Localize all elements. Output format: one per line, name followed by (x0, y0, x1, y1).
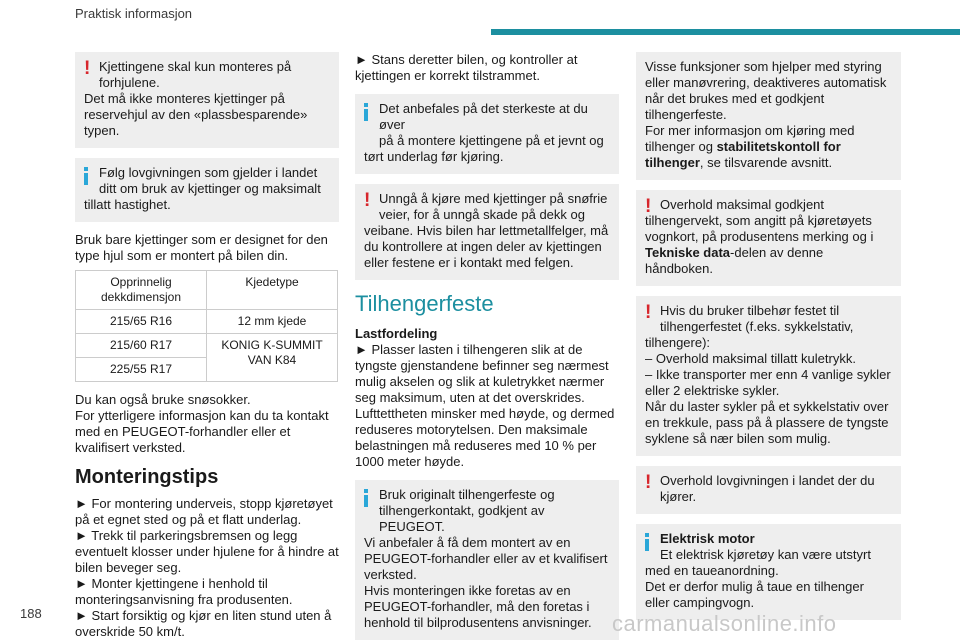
box-text: forhjulene. (99, 75, 160, 90)
box-text: Unngå å kjøre med kjettinger på snøfrie (379, 191, 608, 206)
box-text: Bruk originalt tilhengerfeste og (379, 487, 555, 502)
chain-table (75, 270, 338, 382)
table-row (76, 334, 338, 358)
box-text: vognkort, på produsentens merking og i Tekniske data-delen av denne håndboken. (645, 229, 874, 276)
box-text: tilhengervekt, som angitt på kjøretøyets (645, 213, 872, 228)
box-text: Det må ikke monteres kjettinger på reservehjul av den «plassbesparende» typen. (84, 91, 308, 138)
warning-exclamation-icon: ! (84, 58, 91, 79)
warning-box (636, 296, 901, 456)
box-text: – Ikke transporter mer enn 4 vanlige sykler eller 2 elektriske sykler. (645, 367, 891, 398)
info-i-icon (84, 167, 88, 185)
table-cell: KONIG K-SUMMIT VAN K84 (207, 334, 338, 382)
box-text: Hvis monteringen ikke foretas av en PEUGEOT-forhandler, må den foretas i henhold til bilprodusentens anvisninger. (364, 583, 592, 630)
info-box (75, 158, 339, 222)
table-header-row (76, 271, 338, 310)
table-cell: 12 mm kjede (207, 310, 338, 334)
column-1 (75, 52, 339, 640)
paragraph: Du kan også bruke snøsokker. (75, 392, 251, 407)
box-text: tillatt hastighet. (84, 197, 171, 212)
box-text: For mer informasjon om kjøring med tilhenger og stabilitetskontoll for tilhenger, se tilsvarende avsnitt. (645, 123, 855, 170)
info-i-icon (364, 103, 368, 121)
paragraph: For ytterligere informasjon kan du ta kontakt med en PEUGEOT-forhandler eller et kvalifisert verksted. (75, 408, 329, 455)
step: ► Monter kjettingene i henhold til monteringsanvisning fra produsenten. (75, 576, 293, 607)
header-accent-bar (491, 29, 960, 35)
box-text: – Overhold maksimal tillatt kuletrykk. (645, 351, 856, 366)
step: ► Start forsiktig og kjør en liten stund uten å overskride 50 km/t. (75, 608, 332, 639)
info-box (636, 524, 901, 620)
box-text: Overhold maksimal godkjent (660, 197, 825, 212)
info-box (355, 480, 619, 640)
box-text: tørt underlag før kjøring. (364, 149, 504, 164)
box-title: Elektrisk motor (660, 531, 755, 546)
warning-exclamation-icon: ! (364, 190, 371, 211)
step: ► For montering underveis, stopp kjøretøyet på et egnet sted og på et flatt underlag. (75, 496, 333, 527)
info-box (636, 52, 901, 180)
box-text: med en taueanordning. (645, 563, 779, 578)
subsection-title: Lastfordeling (355, 326, 438, 341)
warning-exclamation-icon: ! (645, 302, 652, 323)
box-text: Når du laster sykler på et sykkelstativ over en trekkule, pass på å plassere de tyngste syklene så nær bilen som mulig. (645, 399, 889, 446)
step: ► Trekk til parkeringsbremsen og legg eventuelt klosser under hjulene for å hindre at bilen beveger seg. (75, 528, 339, 575)
table-cell: 215/65 R16 (76, 310, 207, 334)
table-row (76, 310, 338, 334)
column-2 (355, 52, 619, 640)
warning-box (75, 52, 339, 148)
warning-exclamation-icon: ! (645, 196, 652, 217)
warning-box (355, 184, 619, 280)
box-text: Et elektrisk kjøretøy kan være utstyrt (660, 547, 871, 562)
page-number: 188 (20, 606, 42, 621)
warning-box (636, 466, 901, 514)
table-header-cell: Kjedetype (207, 271, 338, 310)
paragraph: ► Plasser lasten i tilhengeren slik at de tyngste gjenstandene befinner seg nærmest mulig akselen og slik at kuletrykket nærmer seg maksimum, uten at det overskrides. Lufttettheten minsker med høyde, og dermed reduseres motorytelsen. Den maksimale belastningen må reduseres med 10 % per 1000 meter høyde. (355, 342, 615, 469)
box-text: veibane. Hvis bilen har lettmetallfelger, må du kontrollere at ingen deler av kjettingen eller festene er i kontakt med felgen. (364, 223, 609, 270)
box-text: Visse funksjoner som hjelper med styring eller manøvrering, deaktiveres automatisk når det brukes med et godkjent tilhengerfeste. (645, 59, 887, 122)
table-header-cell: Opprinnelig dekkdimensjon (76, 271, 207, 310)
box-text: Det anbefales på det sterkeste at du øver (379, 101, 588, 132)
warning-box (636, 190, 901, 286)
step: ► Stans deretter bilen, og kontroller at kjettingen er korrekt tilstrammet. (355, 52, 578, 83)
box-text: ditt om bruk av kjettinger og maksimalt (99, 181, 321, 196)
box-text: Hvis du bruker tilbehør festet til (660, 303, 840, 318)
paragraph: Bruk bare kjettinger som er designet for den type hjul som er montert på bilen din. (75, 232, 328, 263)
box-text: tilhengere): (645, 335, 711, 350)
box-text: Overhold lovgivningen i landet der du (660, 473, 875, 488)
box-text: på å montere kjettingene på et jevnt og (379, 133, 604, 148)
box-text: tilhengerfestet (f.eks. sykkelstativ, (660, 319, 854, 334)
section-title: Tilhengerfeste (355, 291, 494, 316)
box-text: kjører. (660, 489, 697, 504)
info-box (355, 94, 619, 174)
box-text: tilhengerkontakt, godkjent av PEUGEOT. (379, 503, 545, 534)
box-text: Følg lovgivningen som gjelder i landet (99, 165, 318, 180)
header-title: Praktisk informasjon (75, 6, 193, 21)
warning-exclamation-icon: ! (645, 472, 652, 493)
watermark: carmanualsonline.info (612, 611, 837, 636)
info-i-icon (364, 489, 368, 507)
column-3 (636, 52, 901, 630)
box-text: Det er derfor mulig å taue en tilhenger eller campingvogn. (645, 579, 864, 610)
box-text: veier, for å unngå skade på dekk og (379, 207, 585, 222)
box-text: Vi anbefaler å få dem montert av en PEUGEOT-forhandler eller av et kvalifisert verksted. (364, 535, 608, 582)
table-cell: 225/55 R17 (76, 358, 207, 382)
info-i-icon (645, 533, 649, 551)
section-title: Monteringstips (75, 466, 219, 488)
box-text: Kjettingene skal kun monteres på (99, 59, 292, 74)
table-cell: 215/60 R17 (76, 334, 207, 358)
